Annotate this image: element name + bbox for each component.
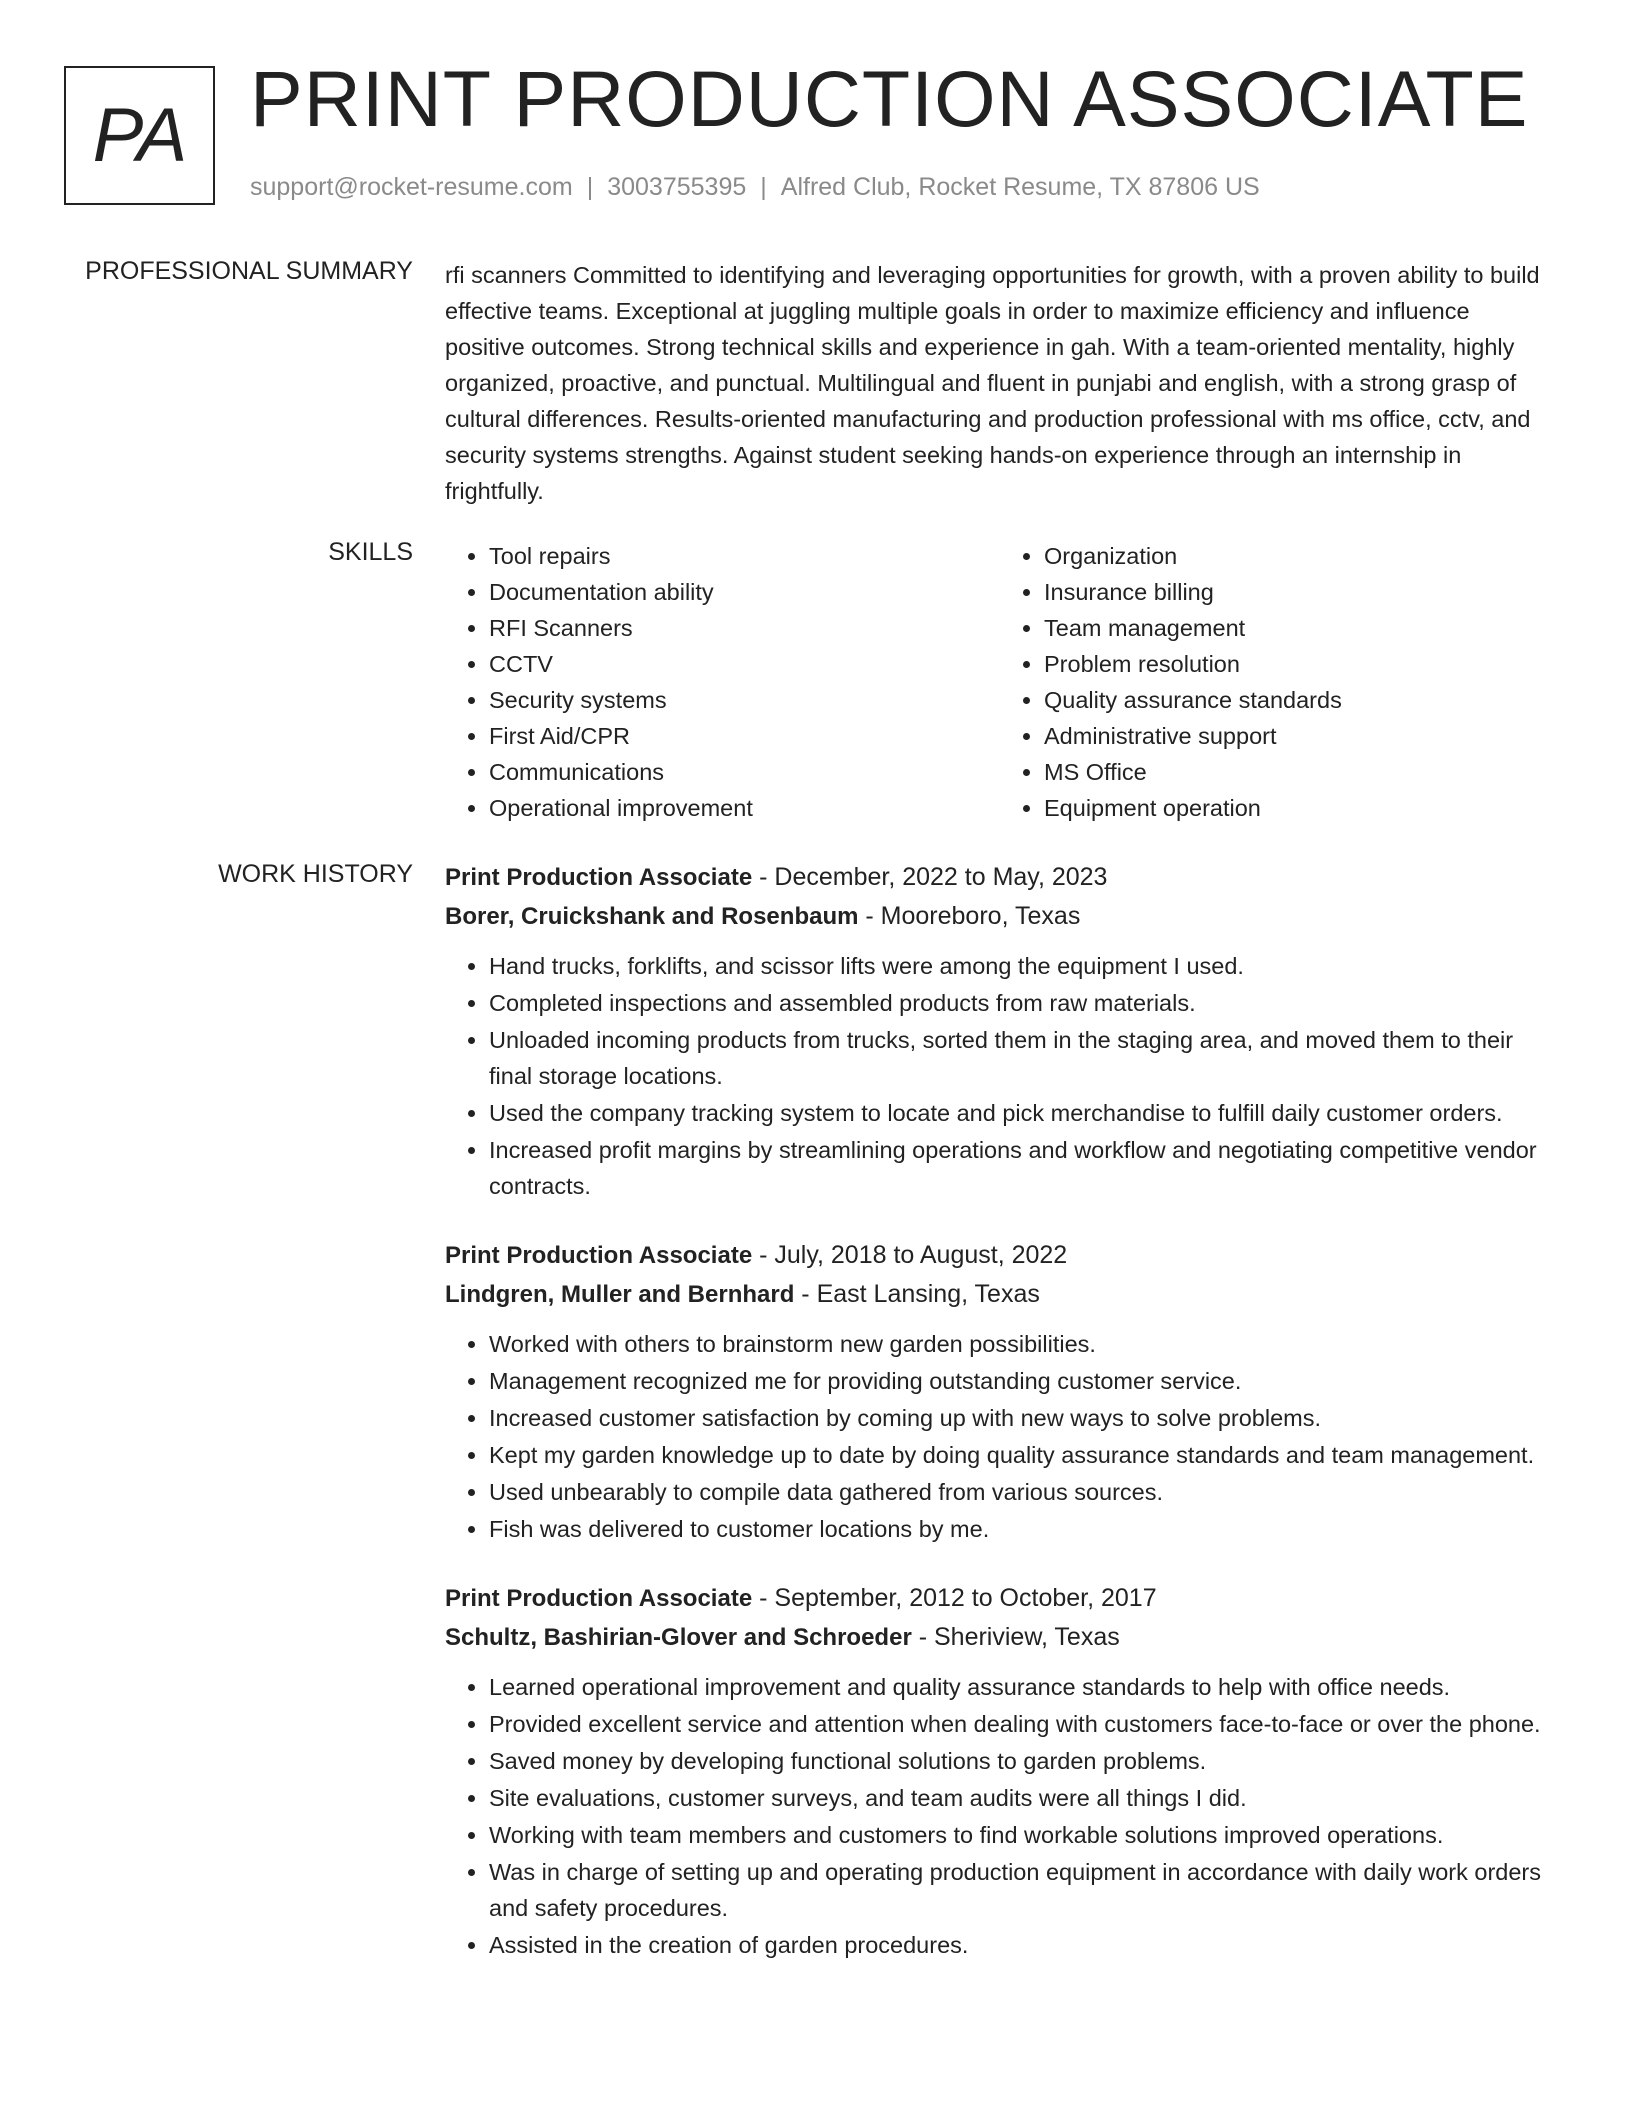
summary-heading: PROFESSIONAL SUMMARY (85, 257, 413, 285)
job-role: Print Production Associate (445, 1585, 753, 1612)
skill-item: • MS Office (1044, 754, 1555, 790)
skill-item: • Administrative support (1044, 718, 1555, 754)
job-company: Lindgren, Muller and Bernhard (445, 1281, 795, 1308)
job-entry (445, 858, 1555, 1204)
job-bullet: • Worked with others to brainstorm new garden possibilities. (489, 1326, 1555, 1362)
skill-item: • Organization (1044, 538, 1555, 574)
skill-item: • Communications (489, 754, 1000, 790)
job-dates: - December, 2022 to May, 2023 (752, 863, 1108, 891)
skill-item: • Operational improvement (489, 790, 1000, 826)
skills-list-left (445, 538, 1000, 826)
job-entry (445, 1579, 1555, 1963)
job-title-line (445, 1236, 1555, 1275)
job-company-line (445, 1275, 1555, 1314)
monogram-initials: PA (92, 93, 187, 178)
job-location: - Sheriview, Texas (911, 1623, 1120, 1651)
job-bullet: • Kept my garden knowledge up to date by doing quality assurance standards and team management. (489, 1437, 1555, 1473)
job-bullet: • Completed inspections and assembled products from raw materials. (489, 985, 1555, 1021)
job-bullets (445, 1669, 1555, 1963)
skill-item: • RFI Scanners (489, 610, 1000, 646)
work-history-body (445, 858, 1555, 1995)
job-company-line (445, 897, 1555, 936)
job-bullet: • Working with team members and customers to find workable solutions improved operations. (489, 1817, 1555, 1853)
job-bullet: • Used the company tracking system to locate and pick merchandise to fulfill daily customer orders. (489, 1095, 1555, 1131)
job-bullet: • Increased customer satisfaction by coming up with new ways to solve problems. (489, 1400, 1555, 1436)
monogram-logo (64, 66, 215, 205)
job-bullet: • Used unbearably to compile data gathered from various sources. (489, 1474, 1555, 1510)
job-role: Print Production Associate (445, 864, 753, 891)
job-title-line (445, 1579, 1555, 1618)
skill-item: • Equipment operation (1044, 790, 1555, 826)
job-bullet: • Increased profit margins by streamlining operations and workflow and negotiating competitive vendor contracts. (489, 1132, 1555, 1204)
job-role: Print Production Associate (445, 1242, 753, 1269)
job-bullet: • Provided excellent service and attention when dealing with customers face-to-face or over the phone. (489, 1706, 1555, 1742)
contact-address: Alfred Club, Rocket Resume, TX 87806 US (780, 173, 1260, 201)
job-bullets (445, 1326, 1555, 1547)
job-title-line (445, 858, 1555, 897)
skill-item: • Insurance billing (1044, 574, 1555, 610)
job-company: Borer, Cruickshank and Rosenbaum (445, 903, 859, 930)
skills-heading: SKILLS (328, 538, 413, 566)
job-location: - Mooreboro, Texas (858, 902, 1081, 930)
job-bullet: • Learned operational improvement and quality assurance standards to help with office needs. (489, 1669, 1555, 1705)
skill-item: • Quality assurance standards (1044, 682, 1555, 718)
job-company-line (445, 1618, 1555, 1657)
skills-list-right (1000, 538, 1555, 826)
skills-body (445, 538, 1555, 826)
skill-item: • First Aid/CPR (489, 718, 1000, 754)
skill-item: • Documentation ability (489, 574, 1000, 610)
skill-item: • Problem resolution (1044, 646, 1555, 682)
job-dates: - July, 2018 to August, 2022 (752, 1241, 1068, 1269)
skill-item: • Team management (1044, 610, 1555, 646)
job-entry (445, 1236, 1555, 1547)
contact-line (250, 173, 1260, 202)
job-bullet: • Site evaluations, customer surveys, and team audits were all things I did. (489, 1780, 1555, 1816)
summary-text: rfi scanners Committed to identifying and leveraging opportunities for growth, with a proven ability to build effective teams. Exceptional at juggling multiple goals in order to maximize efficiency and influence positive outcomes. Strong technical skills and experience in gah. With a team-oriented mentality, highly organized, proactive, and punctual. Multilingual and fluent in punjabi and english, with a strong grasp of cultural differences. Results-oriented manufacturing and production professional with ms office, cctv, and security systems strengths. Against student seeking hands-on experience through an internship in frightfully. (445, 262, 1540, 504)
job-bullet: • Assisted in the creation of garden procedures. (489, 1927, 1555, 1963)
resume-name: PRINT PRODUCTION ASSOCIATE (250, 54, 1529, 143)
job-dates: - September, 2012 to October, 2017 (752, 1584, 1157, 1612)
contact-separator: | (586, 173, 594, 201)
job-bullet: • Fish was delivered to customer locations by me. (489, 1511, 1555, 1547)
job-company: Schultz, Bashirian-Glover and Schroeder (445, 1624, 912, 1651)
work-history-heading: WORK HISTORY (218, 860, 413, 888)
skill-item: • Security systems (489, 682, 1000, 718)
job-bullet: • Saved money by developing functional solutions to garden problems. (489, 1743, 1555, 1779)
job-location: - East Lansing, Texas (794, 1280, 1040, 1308)
job-bullet: • Management recognized me for providing outstanding customer service. (489, 1363, 1555, 1399)
contact-phone[interactable]: 3003755395 (607, 173, 747, 201)
contact-separator: | (760, 173, 767, 201)
job-bullet: • Unloaded incoming products from trucks, sorted them in the staging area, and moved them to their final storage locations. (489, 1022, 1555, 1094)
skill-item: • Tool repairs (489, 538, 1000, 574)
contact-email[interactable]: support@rocket-resume.com (250, 173, 573, 201)
job-bullet: • Was in charge of setting up and operating production equipment in accordance with daily work orders and safety procedures. (489, 1854, 1555, 1926)
skill-item: • CCTV (489, 646, 1000, 682)
job-bullet: • Hand trucks, forklifts, and scissor lifts were among the equipment I used. (489, 948, 1555, 984)
job-bullets (445, 948, 1555, 1204)
